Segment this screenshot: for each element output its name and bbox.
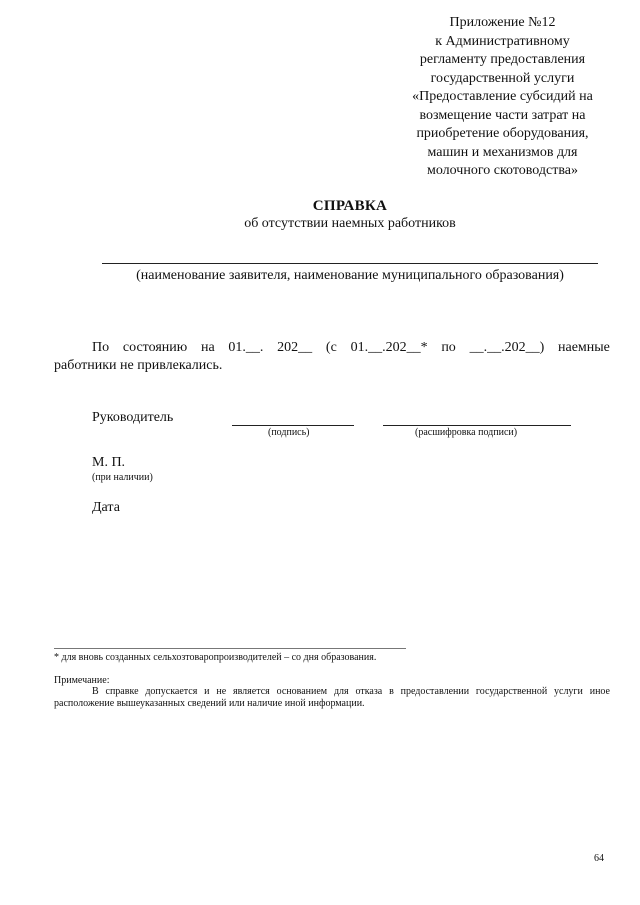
status-word: по (441, 340, 456, 355)
head-label: Руководитель (92, 410, 174, 425)
annex-line: государственной услуги (430, 70, 575, 86)
status-word: __.__.202__) (469, 340, 545, 355)
annex-line: молочного скотоводства» (427, 163, 578, 178)
stamp-label: М. П. (92, 455, 126, 470)
applicant-fill-line (102, 263, 598, 264)
document-subtitle: об отсутствии наемных работников (244, 216, 456, 231)
transcript-line (383, 425, 571, 426)
footnote-rule (54, 648, 406, 649)
signature-line (232, 425, 354, 426)
transcript-caption: (расшифровка подписи) (415, 427, 518, 438)
annex-header (395, 14, 610, 181)
status-word: 01.__.202__* (350, 340, 428, 355)
annex-line: Приложение №12 (449, 15, 556, 30)
status-word: По (92, 340, 110, 355)
applicant-caption: (наименование заявителя, наименование муниципального образования) (136, 268, 564, 283)
page-number: 64 (594, 853, 604, 864)
annex-line: к Административному (435, 33, 570, 49)
annex-line: возмещение части затрат на (419, 107, 586, 123)
status-word: наемные (557, 340, 610, 355)
status-word: на (200, 340, 215, 355)
annex-line: машин и механизмов для (427, 144, 578, 160)
note-title: Примечание: (54, 675, 110, 686)
status-word: состоянию (122, 340, 188, 355)
document-title: СПРАВКА (312, 198, 388, 214)
status-paragraph (54, 339, 610, 375)
status-line-2: работники не привлекались. (54, 358, 223, 373)
date-label: Дата (92, 500, 120, 515)
annex-line: приобретение оборудования, (416, 126, 589, 141)
status-word: 202__ (277, 340, 313, 355)
stamp-caption: (при наличии) (92, 472, 153, 483)
footnote: * для вновь созданных сельхозтоваропроизводителей – со дня образования. (54, 652, 377, 663)
annex-line: регламенту предоставления (419, 52, 586, 67)
signature-caption: (подпись) (268, 427, 310, 438)
status-line-1 (54, 339, 610, 357)
status-word: (с (325, 340, 337, 355)
annex-line: «Предоставление субсидий на (412, 89, 593, 104)
status-word: 01.__. (228, 340, 264, 355)
note-body: В справке допускается и не является основанием для отказа в предоставлении государственной услуги иное расположение вышеуказанных сведений или наличие иной информации. (54, 686, 610, 709)
